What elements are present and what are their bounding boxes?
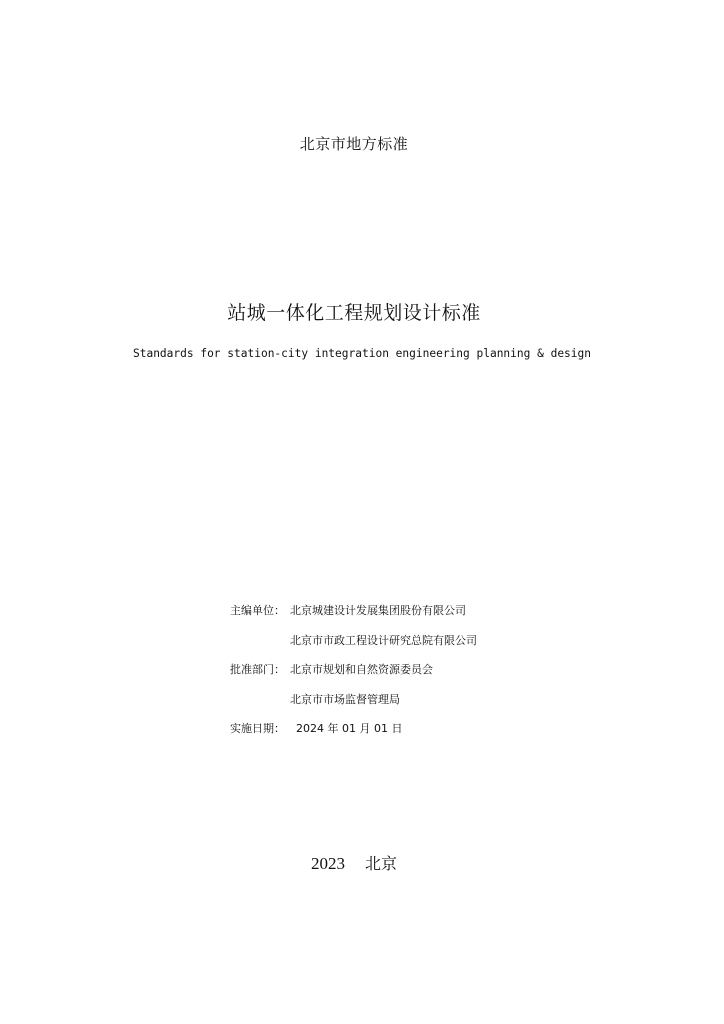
approver-row-1 xyxy=(230,661,477,691)
standard-type-heading: 北京市地方标准 xyxy=(299,135,409,153)
chief-editor-row-1 xyxy=(230,602,477,632)
approver-org-1: 北京市规划和自然资源委员会 xyxy=(290,663,433,676)
implementation-date-row xyxy=(230,720,477,750)
publication-info-block xyxy=(230,602,477,750)
chief-editor-row-2 xyxy=(230,632,477,662)
approver-label: 批准部门： xyxy=(230,663,285,676)
approver-org-2: 北京市市场监督管理局 xyxy=(290,692,400,706)
implementation-date-value: 2024 年 01 月 01 日 xyxy=(296,722,403,735)
publication-year: 2023 xyxy=(310,854,345,873)
publication-footer xyxy=(0,851,708,874)
document-title-english: Standards for station-city integration engineering planning & design xyxy=(132,347,591,360)
publication-city: 北京 xyxy=(364,854,397,873)
chief-editor-org-2: 北京市市政工程设计研究总院有限公司 xyxy=(290,633,477,647)
chief-editor-org-1: 北京城建设计发展集团股份有限公司 xyxy=(290,604,466,617)
implementation-date-label: 实施日期： xyxy=(230,722,285,735)
approver-row-2 xyxy=(230,691,477,721)
document-title-chinese: 站城一体化工程规划设计标准 xyxy=(227,302,481,324)
chief-editor-label: 主编单位： xyxy=(230,604,285,617)
